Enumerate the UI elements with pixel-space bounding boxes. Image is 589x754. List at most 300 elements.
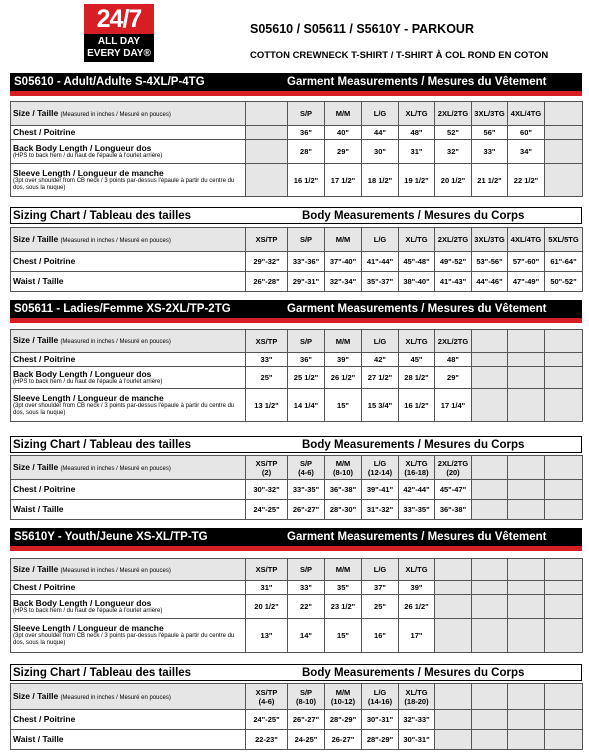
size-range: (4-6) xyxy=(258,696,275,706)
table-cell xyxy=(472,710,508,730)
table-cell: 36"-38" xyxy=(435,500,472,520)
table-cell: M/M xyxy=(325,102,362,126)
table-cell: 28"-29" xyxy=(325,710,362,730)
table-cell xyxy=(399,456,435,480)
table-cell: 18 1/2" xyxy=(362,164,399,197)
table-cell: 29" xyxy=(325,140,362,164)
body-measurements-title: Body Measurements / Mesures du Corps xyxy=(302,210,525,222)
table-row xyxy=(11,710,583,730)
table-cell: 30"-31" xyxy=(362,710,399,730)
table-row xyxy=(11,272,583,292)
row-label xyxy=(11,581,246,595)
table-cell: 47"-49" xyxy=(508,272,545,292)
document-subtitle: COTTON CREWNECK T-SHIRT / T-SHIRT À COL ROND EN COTON xyxy=(250,50,549,61)
row-label xyxy=(11,164,246,197)
table-cell: 24"-25" xyxy=(246,710,288,730)
size-code: S/P xyxy=(299,687,313,697)
table-cell: 26"-27" xyxy=(288,500,325,520)
table-cell: 2XL/2TG xyxy=(435,228,472,252)
document-title: S05610 / S05611 / S5610Y - PARKOUR xyxy=(250,22,474,36)
table-cell: 39" xyxy=(325,353,362,367)
table-cell: 5XL/5TG xyxy=(545,228,583,252)
table-row xyxy=(11,581,583,595)
table-cell xyxy=(545,353,583,367)
table-cell xyxy=(288,456,325,480)
table-cell: XL/TG xyxy=(399,559,435,581)
size-range: (12-14) xyxy=(367,467,393,477)
table-cell: XL/TG xyxy=(399,330,435,353)
table-cell xyxy=(545,480,583,500)
table-cell: 26"-28" xyxy=(246,272,288,292)
section-title: S05610 - Adult/Adulte S-4XL/P-4TG xyxy=(14,76,205,88)
table-cell xyxy=(508,559,545,581)
table-cell: 37"-40" xyxy=(325,252,362,272)
back-length-label: Back Body Length / Longueur dos xyxy=(13,368,152,379)
table-cell xyxy=(472,581,508,595)
table-cell: 28 1/2" xyxy=(399,367,435,389)
waist-label: Waist / Taille xyxy=(13,504,64,514)
table-cell xyxy=(508,456,545,480)
table-cell xyxy=(545,102,583,126)
table-cell: 21 1/2" xyxy=(472,164,508,197)
table-cell: 61"-64" xyxy=(545,252,583,272)
table-cell: XS/TP xyxy=(246,330,288,353)
table-cell xyxy=(435,730,472,750)
row-label xyxy=(11,619,246,653)
row-label xyxy=(11,480,246,500)
section-header-band xyxy=(10,300,582,323)
table-cell xyxy=(472,353,508,367)
section-subtitle: Garment Measurements / Mesures du Vêtement xyxy=(287,76,547,88)
size-code: L/G xyxy=(373,458,387,468)
table-cell xyxy=(508,619,545,653)
table-cell: 2XL/2TG xyxy=(435,102,472,126)
size-label: Size / Taille xyxy=(13,563,59,574)
table-cell xyxy=(472,684,508,710)
table-cell: 45" xyxy=(399,353,435,367)
section-subtitle: Garment Measurements / Mesures du Vêtement xyxy=(287,303,547,315)
table-cell: 20 1/2" xyxy=(435,164,472,197)
section-header-band xyxy=(10,528,582,551)
table-cell xyxy=(545,389,583,422)
table-cell: 24-25" xyxy=(288,730,325,750)
table-cell: 56" xyxy=(472,126,508,140)
logo-tagline xyxy=(84,34,154,62)
table-cell: 34" xyxy=(508,140,545,164)
table-cell: 22 1/2" xyxy=(508,164,545,197)
row-label xyxy=(11,330,246,353)
section-title: S05611 - Ladies/Femme XS-2XL/TP-2TG xyxy=(14,303,231,315)
section-title: S5610Y - Youth/Jeune XS-XL/TP-TG xyxy=(14,531,208,543)
table-cell xyxy=(472,389,508,422)
table-cell xyxy=(435,710,472,730)
measurement-table xyxy=(10,683,583,750)
table-cell xyxy=(508,500,545,520)
brand-logo xyxy=(84,4,154,62)
row-label xyxy=(11,500,246,520)
table-cell xyxy=(246,684,288,710)
row-label xyxy=(11,595,246,619)
chest-label: Chest / Poitrine xyxy=(13,484,76,494)
table-cell: 33" xyxy=(246,353,288,367)
table-cell: 16 1/2" xyxy=(399,389,435,422)
table-cell xyxy=(472,595,508,619)
table-cell: 30" xyxy=(362,140,399,164)
table-cell: 37" xyxy=(362,581,399,595)
sizing-chart-title: Sizing Chart / Tableau des tailles xyxy=(13,667,192,679)
table-cell: 50"-52" xyxy=(545,272,583,292)
table-cell: 36" xyxy=(288,353,325,367)
table-cell xyxy=(246,456,288,480)
size-label: Size / Taille xyxy=(13,335,59,345)
table-cell: 36" xyxy=(288,126,325,140)
table-cell: S/P xyxy=(288,228,325,252)
table-cell: 22" xyxy=(288,595,325,619)
table-row xyxy=(11,164,583,197)
table-cell: 25" xyxy=(362,595,399,619)
size-code: M/M xyxy=(335,458,351,468)
logo-tagline-line2: EVERY DAY® xyxy=(87,48,151,59)
table-cell: 35" xyxy=(325,581,362,595)
table-cell: S/P xyxy=(288,330,325,353)
table-cell: 23 1/2" xyxy=(325,595,362,619)
table-cell: 42" xyxy=(362,353,399,367)
size-code: XS/TP xyxy=(255,687,278,697)
table-cell xyxy=(325,684,362,710)
table-cell: 36"-38" xyxy=(325,480,362,500)
section-subtitle: Garment Measurements / Mesures du Vêtement xyxy=(287,531,547,543)
table-cell xyxy=(545,330,583,353)
size-label: Size / Taille xyxy=(13,690,59,701)
table-cell: 57"-60" xyxy=(508,252,545,272)
table-cell: 28"-30" xyxy=(325,500,362,520)
sizing-chart-title: Sizing Chart / Tableau des tailles xyxy=(13,210,192,222)
table-cell: S/P xyxy=(288,559,325,581)
table-row xyxy=(11,684,583,710)
table-cell: 32" xyxy=(435,140,472,164)
table-cell xyxy=(545,140,583,164)
table-row xyxy=(11,500,583,520)
size-range: (18-20) xyxy=(404,696,429,706)
waist-label: Waist / Taille xyxy=(13,734,64,744)
table-cell: 38"-40" xyxy=(399,272,435,292)
size-code: XL/TG xyxy=(405,458,428,468)
table-cell: 3XL/3TG xyxy=(472,102,508,126)
table-cell xyxy=(472,480,508,500)
table-row xyxy=(11,730,583,750)
sizing-chart-header xyxy=(10,436,582,453)
table-cell: 48" xyxy=(399,126,435,140)
table-cell: 44" xyxy=(362,126,399,140)
table-row xyxy=(11,126,583,140)
row-label xyxy=(11,559,246,581)
body-measurements-title: Body Measurements / Mesures du Corps xyxy=(302,667,525,679)
table-cell xyxy=(288,684,325,710)
table-row xyxy=(11,389,583,422)
chest-label: Chest / Poitrine xyxy=(13,354,76,364)
table-cell: 41"-44" xyxy=(362,252,399,272)
table-cell xyxy=(325,456,362,480)
table-cell xyxy=(545,595,583,619)
row-label xyxy=(11,730,246,750)
table-cell xyxy=(472,730,508,750)
table-cell xyxy=(545,559,583,581)
table-cell: 3XL/3TG xyxy=(472,228,508,252)
table-cell: 33" xyxy=(288,581,325,595)
logo-tagline-line1: ALL DAY xyxy=(97,36,141,47)
chest-label: Chest / Poitrine xyxy=(13,582,76,592)
sizing-chart-header xyxy=(10,207,582,224)
table-cell: XL/TG xyxy=(399,228,435,252)
table-cell: 28" xyxy=(288,140,325,164)
table-cell: 60" xyxy=(508,126,545,140)
table-cell: 27 1/2" xyxy=(362,367,399,389)
table-cell xyxy=(508,595,545,619)
table-cell xyxy=(508,730,545,750)
table-cell xyxy=(472,367,508,389)
size-label: Size / Taille xyxy=(13,461,59,472)
table-row xyxy=(11,480,583,500)
table-cell: XS/TP xyxy=(246,559,288,581)
table-cell xyxy=(472,330,508,353)
back-length-note: (HPS to back hem / du haut de l'épaule à l'ourlet arrière) xyxy=(13,378,163,385)
size-code: S/P xyxy=(299,458,313,468)
table-cell: L/G xyxy=(362,330,399,353)
table-cell xyxy=(362,456,399,480)
table-cell xyxy=(472,500,508,520)
table-cell xyxy=(435,684,472,710)
size-range: (8-10) xyxy=(295,696,316,706)
table-cell xyxy=(435,456,472,480)
table-cell: 14 1/4" xyxy=(288,389,325,422)
table-cell: 33" xyxy=(472,140,508,164)
table-cell: 4XL/4TG xyxy=(508,102,545,126)
table-cell: XL/TG xyxy=(399,102,435,126)
table-cell: 48" xyxy=(435,353,472,367)
table-cell: 35"-37" xyxy=(362,272,399,292)
row-label xyxy=(11,684,246,710)
table-cell: 25" xyxy=(246,367,288,389)
table-row xyxy=(11,353,583,367)
table-cell: 19 1/2" xyxy=(399,164,435,197)
table-cell xyxy=(508,480,545,500)
table-cell: 49"-52" xyxy=(435,252,472,272)
table-cell: 41"-43" xyxy=(435,272,472,292)
table-cell xyxy=(246,140,288,164)
table-cell: 16" xyxy=(362,619,399,653)
size-unit-note: (Measured in inches / Mesuré en pouces) xyxy=(60,567,171,574)
table-cell: 15 3/4" xyxy=(362,389,399,422)
size-unit-note: (Measured in inches / Mesuré en pouces) xyxy=(60,465,171,472)
table-cell: 13" xyxy=(246,619,288,653)
table-row xyxy=(11,252,583,272)
table-row xyxy=(11,367,583,389)
table-cell: L/G xyxy=(362,102,399,126)
table-cell: 40" xyxy=(325,126,362,140)
table-cell xyxy=(545,730,583,750)
table-cell xyxy=(545,367,583,389)
table-cell: 28"-29" xyxy=(362,730,399,750)
table-cell xyxy=(508,367,545,389)
table-cell: 44"-46" xyxy=(472,272,508,292)
row-label xyxy=(11,272,246,292)
table-cell: 30"-32" xyxy=(246,480,288,500)
size-range: (8-10) xyxy=(332,467,353,477)
sizing-chart-header xyxy=(10,664,582,681)
sleeve-length-label: Sleeve Length / Longueur de manche xyxy=(13,167,164,178)
table-cell: S/P xyxy=(288,102,325,126)
table-cell xyxy=(435,619,472,653)
table-cell: 17 1/4" xyxy=(435,389,472,422)
table-cell xyxy=(545,456,583,480)
table-cell: 45"-47" xyxy=(435,480,472,500)
table-cell xyxy=(435,595,472,619)
table-row xyxy=(11,330,583,353)
size-code: XL/TG xyxy=(405,687,428,697)
table-cell: 4XL/4TG xyxy=(508,228,545,252)
table-cell xyxy=(545,126,583,140)
measurement-table xyxy=(10,227,583,292)
measurement-table xyxy=(10,558,583,653)
back-length-note: (HPS to back hem / du haut de l'épaule à l'ourlet arrière) xyxy=(13,607,163,614)
measurement-table xyxy=(10,455,583,520)
table-cell: 33"-35" xyxy=(399,500,435,520)
table-row xyxy=(11,228,583,252)
sleeve-length-note: (3pt over shoulder from CB neck / 3 points par-dessus l'épaule à partir du centre du dos, sous la nuque) xyxy=(13,633,235,646)
table-cell: 32"-33" xyxy=(399,710,435,730)
table-cell xyxy=(472,559,508,581)
table-row xyxy=(11,102,583,126)
size-label: Size / Taille xyxy=(13,107,59,118)
logo-main-text: 24/7 xyxy=(84,4,154,34)
sleeve-length-note: (3pt over shoulder from CB neck / 3 points par-dessus l'épaule à partir du centre du dos, sous la nuque) xyxy=(13,177,235,191)
table-cell: 26 1/2" xyxy=(399,595,435,619)
table-cell: 33"-36" xyxy=(288,252,325,272)
measurement-table xyxy=(10,329,583,422)
body-measurements-title: Body Measurements / Mesures du Corps xyxy=(302,439,525,451)
table-cell xyxy=(435,581,472,595)
table-cell: 42"-44" xyxy=(399,480,435,500)
table-cell: 17" xyxy=(399,619,435,653)
table-cell: 26-27" xyxy=(325,730,362,750)
table-row xyxy=(11,595,583,619)
table-cell xyxy=(508,389,545,422)
table-cell xyxy=(545,500,583,520)
table-cell: 13 1/2" xyxy=(246,389,288,422)
chest-label: Chest / Poitrine xyxy=(13,714,76,724)
back-length-note: (HPS to back hem / du haut de l'épaule à l'ourlet arrière) xyxy=(13,152,163,159)
table-cell: M/M xyxy=(325,228,362,252)
row-label xyxy=(11,710,246,730)
table-cell xyxy=(508,353,545,367)
row-label xyxy=(11,126,246,140)
table-row xyxy=(11,619,583,653)
row-label xyxy=(11,228,246,252)
table-cell: 2XL/2TG xyxy=(435,330,472,353)
chest-label: Chest / Poitrine xyxy=(13,256,76,266)
table-cell: 31" xyxy=(399,140,435,164)
table-cell: L/G xyxy=(362,228,399,252)
size-range: (16-18) xyxy=(404,467,429,477)
table-cell: 53"-56" xyxy=(472,252,508,272)
table-cell: 17 1/2" xyxy=(325,164,362,197)
size-code: M/M xyxy=(335,687,351,697)
table-cell xyxy=(399,684,435,710)
table-cell: 14" xyxy=(288,619,325,653)
sizing-chart-title: Sizing Chart / Tableau des tailles xyxy=(13,439,192,451)
table-cell: 39" xyxy=(399,581,435,595)
section-header-band xyxy=(10,73,582,96)
table-cell: 39"-41" xyxy=(362,480,399,500)
row-label xyxy=(11,456,246,480)
table-cell xyxy=(508,330,545,353)
sleeve-length-note: (3pt over shoulder from CB neck / 3 points par-dessus l'épaule à partir du centre du dos, sous la nuque) xyxy=(13,402,235,416)
size-range: (14-16) xyxy=(367,696,393,706)
table-cell xyxy=(508,581,545,595)
table-cell xyxy=(362,684,399,710)
table-row xyxy=(11,559,583,581)
waist-label: Waist / Taille xyxy=(13,276,64,286)
table-cell xyxy=(545,164,583,197)
table-row xyxy=(11,456,583,480)
table-cell: 52" xyxy=(435,126,472,140)
table-cell: 15" xyxy=(325,619,362,653)
table-cell xyxy=(472,619,508,653)
row-label xyxy=(11,389,246,422)
table-cell xyxy=(246,164,288,197)
table-cell: 29"-31" xyxy=(288,272,325,292)
row-label xyxy=(11,353,246,367)
size-unit-note: (Measured in inches / Mesuré en pouces) xyxy=(60,694,171,701)
table-row xyxy=(11,140,583,164)
table-cell: 22-23" xyxy=(246,730,288,750)
row-label xyxy=(11,252,246,272)
table-cell xyxy=(508,684,545,710)
row-label xyxy=(11,367,246,389)
table-cell: 16 1/2" xyxy=(288,164,325,197)
table-cell xyxy=(435,559,472,581)
size-range: (10-12) xyxy=(330,696,356,706)
table-cell xyxy=(472,456,508,480)
table-cell: 45"-48" xyxy=(399,252,435,272)
back-length-label: Back Body Length / Longueur dos xyxy=(13,142,152,153)
table-cell: XS/TP xyxy=(246,228,288,252)
table-cell xyxy=(545,710,583,730)
table-cell: M/M xyxy=(325,559,362,581)
size-unit-note: (Measured in inches / Mesuré en pouces) xyxy=(60,237,171,244)
table-cell xyxy=(508,710,545,730)
size-range: (4-6) xyxy=(298,467,314,477)
table-cell: 33"-35" xyxy=(288,480,325,500)
table-cell: 29"-32" xyxy=(246,252,288,272)
size-label: Size / Taille xyxy=(13,233,59,244)
table-cell: 15" xyxy=(325,389,362,422)
table-cell xyxy=(545,619,583,653)
size-range: (20) xyxy=(446,467,460,477)
table-cell: 30"-31" xyxy=(399,730,435,750)
size-unit-note: (Measured in inches / Mesuré en pouces) xyxy=(60,111,171,118)
table-cell: 26"-27" xyxy=(288,710,325,730)
table-cell: 24"-25" xyxy=(246,500,288,520)
table-cell xyxy=(246,126,288,140)
table-cell: 32"-34" xyxy=(325,272,362,292)
table-cell xyxy=(545,581,583,595)
table-cell: 26 1/2" xyxy=(325,367,362,389)
sleeve-length-label: Sleeve Length / Longueur de manche xyxy=(13,623,164,633)
table-cell: 29" xyxy=(435,367,472,389)
table-cell: 31" xyxy=(246,581,288,595)
table-cell: 20 1/2" xyxy=(246,595,288,619)
